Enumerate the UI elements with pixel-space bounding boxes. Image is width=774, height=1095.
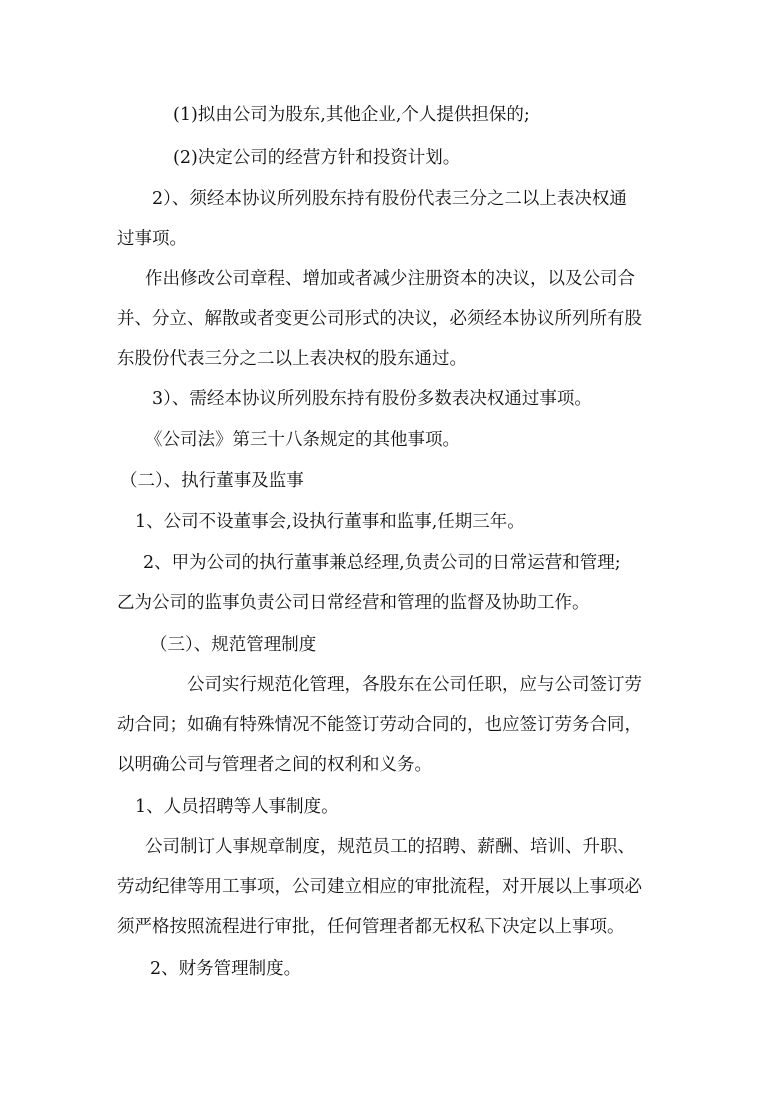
text-line: (2)决定公司的经营方针和投资计划。 [173,148,461,168]
section-heading: （二）、执行董事及监事 [120,471,304,491]
text-line: 《公司法》第三十八条规定的其他事项。 [145,430,460,450]
text-line: 1、人员招聘等人事制度。 [135,797,339,817]
text-line: 公司制订人事规章制度，规范员工的招聘、薪酬、培训、升职、 [145,837,635,857]
text-line: 须严格按照流程进行审批，任何管理者都无权私下决定以上事项。 [117,917,625,937]
text-line: 2、财务管理制度。 [150,959,302,979]
text-line: (1)拟由公司为股东,其他企业,个人提供担保的; [173,105,530,125]
text-line: 1、公司不设董事会,设执行董事和监事,任期三年。 [135,512,525,532]
text-line: 2、甲为公司的执行董事兼总经理,负责公司的日常运营和管理; [143,553,621,573]
text-line: 东股份代表三分之二以上表决权的股东通过。 [117,349,467,369]
text-line: 公司实行规范化管理，各股东在公司任职，应与公司签订劳 [187,675,642,695]
text-line: 动合同；如确有特殊情况不能签订劳动合同的，也应签订劳务合同， [117,715,642,735]
section-heading: （三）、规范管理制度 [150,635,317,655]
text-line: 作出修改公司章程、增加或者减少注册资本的决议，以及公司合 [145,269,635,289]
text-line: 劳动纪律等用工事项，公司建立相应的审批流程，对开展以上事项必 [117,877,642,897]
text-line: 以明确公司与管理者之间的权利和义务。 [117,755,432,775]
text-line: 过事项。 [117,229,187,249]
text-line: 3）、需经本协议所列股东持有股份多数表决权通过事项。 [152,389,592,409]
text-line: 并、分立、解散或者变更公司形式的决议，必须经本协议所列所有股 [117,309,642,329]
text-line: 乙为公司的监事负责公司日常经营和管理的监督及协助工作。 [117,593,590,613]
text-line: 2）、须经本协议所列股东持有股份代表三分之二以上表决权通 [152,189,627,209]
